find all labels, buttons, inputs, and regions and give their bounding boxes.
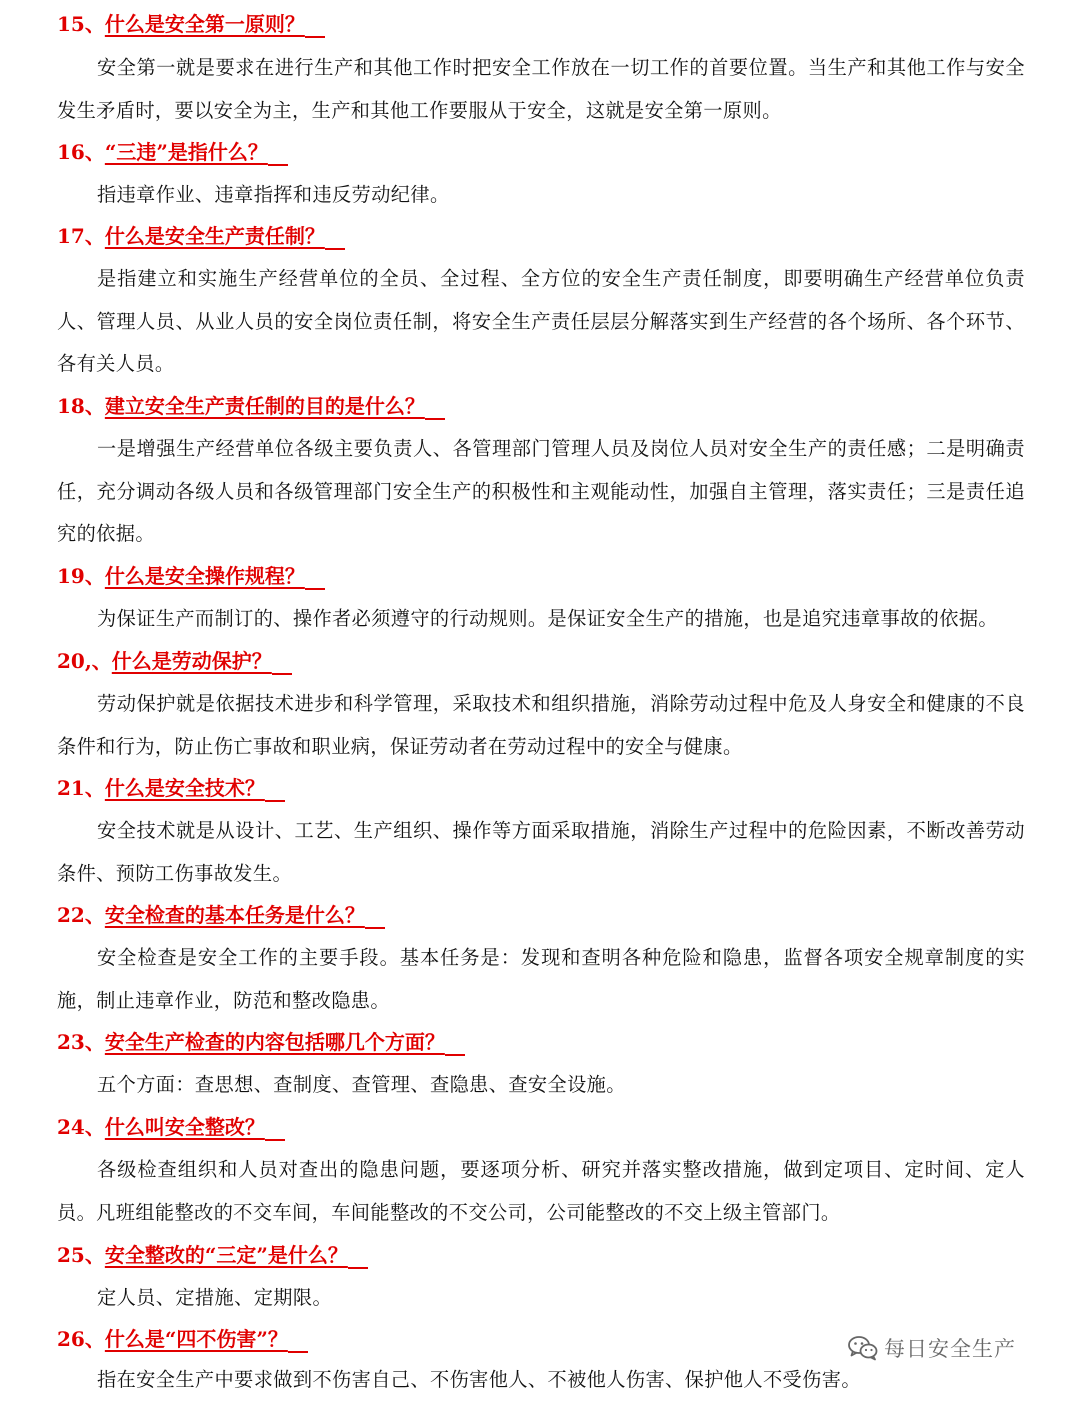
answer-paragraph: 安全技术就是从设计、工艺、生产组织、操作等方面采取措施，消除生产过程中的危险因素，不断改善劳动条件、预防工伤事故发生。 xyxy=(57,819,1025,885)
answer-paragraph: 一是增强生产经营单位各级主要负责人、各管理部门管理人员及岗位人员对安全生产的责任感；二是明确责任，充分调动各级人员和各级管理部门安全生产的积极性和主观能动性，加强自主管理，落实责任；三是责任追究的依据。 xyxy=(57,437,1025,545)
question-heading xyxy=(57,389,445,423)
question-heading xyxy=(57,644,292,678)
question-number: 20,、 xyxy=(57,649,112,673)
watermark-text: 每日安全生产 xyxy=(884,1337,1016,1361)
question-text: 安全检查的基本任务是什么？ xyxy=(104,903,365,927)
answer-paragraph: 五个方面：查思想、查制度、查管理、查隐患、查安全设施。 xyxy=(97,1073,626,1096)
question-text: 什么是安全第一原则？ xyxy=(104,12,305,36)
question-number: 21、 xyxy=(57,776,105,800)
question-text: 建立安全生产责任制的目的是什么？ xyxy=(104,394,425,418)
question-number: 22、 xyxy=(57,903,105,927)
question-number: 18、 xyxy=(57,394,105,418)
question-heading xyxy=(57,1238,368,1272)
question-heading xyxy=(57,7,325,41)
question-heading xyxy=(57,1322,308,1356)
answer-paragraph: 是指建立和实施生产经营单位的全员、全过程、全方位的安全生产责任制度，即要明确生产经营单位负责人、管理人员、从业人员的安全岗位责任制，将安全生产责任层层分解落实到生产经营的各个场所、各个环节、各有关人员。 xyxy=(57,267,1025,375)
question-text: 什么是“四不伤害”？ xyxy=(104,1327,288,1351)
question-heading xyxy=(57,898,385,932)
question-text: “三违”是指什么？ xyxy=(104,140,268,164)
question-number: 17、 xyxy=(57,224,105,248)
question-number: 15、 xyxy=(57,12,105,36)
answer-paragraph: 为保证生产而制订的、操作者必须遵守的行动规则。是保证安全生产的措施，也是追究违章事故的依据。 xyxy=(97,607,999,630)
answer-paragraph: 各级检查组织和人员对查出的隐患问题，要逐项分析、研究并落实整改措施，做到定项目、定时间、定人员。凡班组能整改的不交车间，车间能整改的不交公司，公司能整改的不交上级主管部门。 xyxy=(57,1158,1025,1224)
answer-paragraph: 安全检查是安全工作的主要手段。基本任务是：发现和查明各种危险和隐患，监督各项安全规章制度的实施，制止违章作业，防范和整改隐患。 xyxy=(57,946,1025,1012)
question-number: 19、 xyxy=(57,564,105,588)
answer-paragraph: 指在安全生产中要求做到不伤害自己、不伤害他人、不被他人伤害、保护他人不受伤害。 xyxy=(97,1368,861,1391)
watermark xyxy=(848,1328,1016,1368)
question-number: 24、 xyxy=(57,1115,105,1139)
answer-paragraph: 安全第一就是要求在进行生产和其他工作时把安全工作放在一切工作的首要位置。当生产和其他工作与安全发生矛盾时，要以安全为主，生产和其他工作要服从于安全，这就是安全第一原则。 xyxy=(57,56,1025,122)
question-heading xyxy=(57,771,285,805)
question-number: 25、 xyxy=(57,1243,105,1267)
question-text: 什么是安全技术？ xyxy=(104,776,265,800)
question-text: 什么是安全生产责任制？ xyxy=(104,224,325,248)
answer-paragraph: 劳动保护就是依据技术进步和科学管理，采取技术和组织措施，消除劳动过程中危及人身安全和健康的不良条件和行为，防止伤亡事故和职业病，保证劳动者在劳动过程中的安全与健康。 xyxy=(57,692,1025,758)
question-heading xyxy=(57,219,345,253)
question-heading xyxy=(57,1025,465,1059)
question-number: 26、 xyxy=(57,1327,105,1351)
question-heading xyxy=(57,559,325,593)
answer-paragraph: 指违章作业、违章指挥和违反劳动纪律。 xyxy=(97,183,450,206)
question-heading xyxy=(57,135,288,169)
question-text: 安全整改的“三定”是什么？ xyxy=(104,1243,348,1267)
question-text: 安全生产检查的内容包括哪几个方面？ xyxy=(104,1030,445,1054)
question-heading xyxy=(57,1110,285,1144)
question-text: 什么是安全操作规程？ xyxy=(104,564,305,588)
wechat-icon xyxy=(848,1335,878,1361)
question-number: 16、 xyxy=(57,140,105,164)
answer-paragraph: 定人员、定措施、定期限。 xyxy=(97,1286,333,1309)
question-text: 什么是劳动保护？ xyxy=(111,649,272,673)
question-number: 23、 xyxy=(57,1030,105,1054)
question-text: 什么叫安全整改？ xyxy=(104,1115,265,1139)
